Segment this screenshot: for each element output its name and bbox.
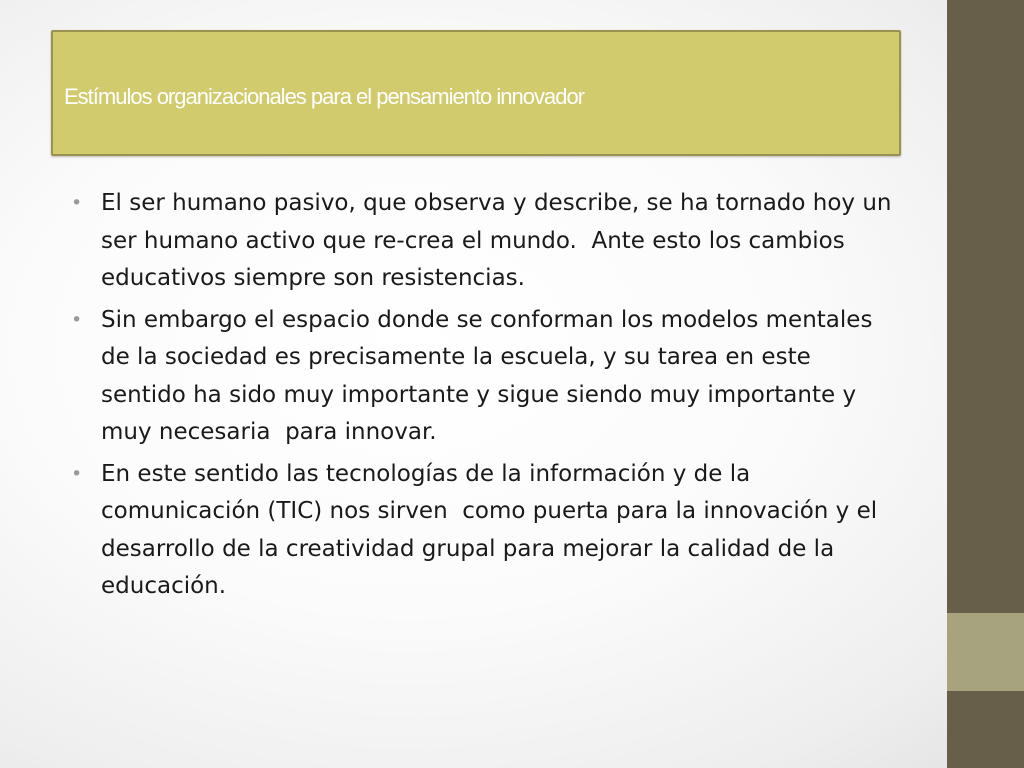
- bullet-text: El ser humano pasivo, que observa y describe, se ha tornado hoy un ser humano activo que re-crea el mundo. Ante esto los cambios educativos siempre son resistencias.: [101, 190, 899, 291]
- sidebar-accent-block: [947, 613, 1024, 691]
- bullet-dot-icon: •: [71, 192, 83, 214]
- bullet-dot-icon: •: [71, 462, 83, 485]
- title-box: [51, 30, 901, 156]
- slide-title: Estímulos organizacionales para el pensamiento innovador: [64, 84, 585, 109]
- bullet-item: [70, 185, 900, 298]
- bullet-list: [70, 185, 900, 610]
- bullet-text: Sin embargo el espacio donde se conforman los modelos mentales de la sociedad es precisamente la escuela, y su tarea en este sentido ha sido muy importante y sigue siendo muy importante y muy necesaria para innovar.: [101, 306, 880, 445]
- bullet-item: [70, 456, 900, 606]
- bullet-item: [70, 302, 900, 452]
- bullet-dot-icon: •: [71, 308, 83, 331]
- bullet-text: En este sentido las tecnologías de la información y de la comunicación (TIC) nos sirven como puerta para la innovación y el desarrollo de la creatividad grupal para mejorar la calidad de la educación.: [101, 460, 885, 599]
